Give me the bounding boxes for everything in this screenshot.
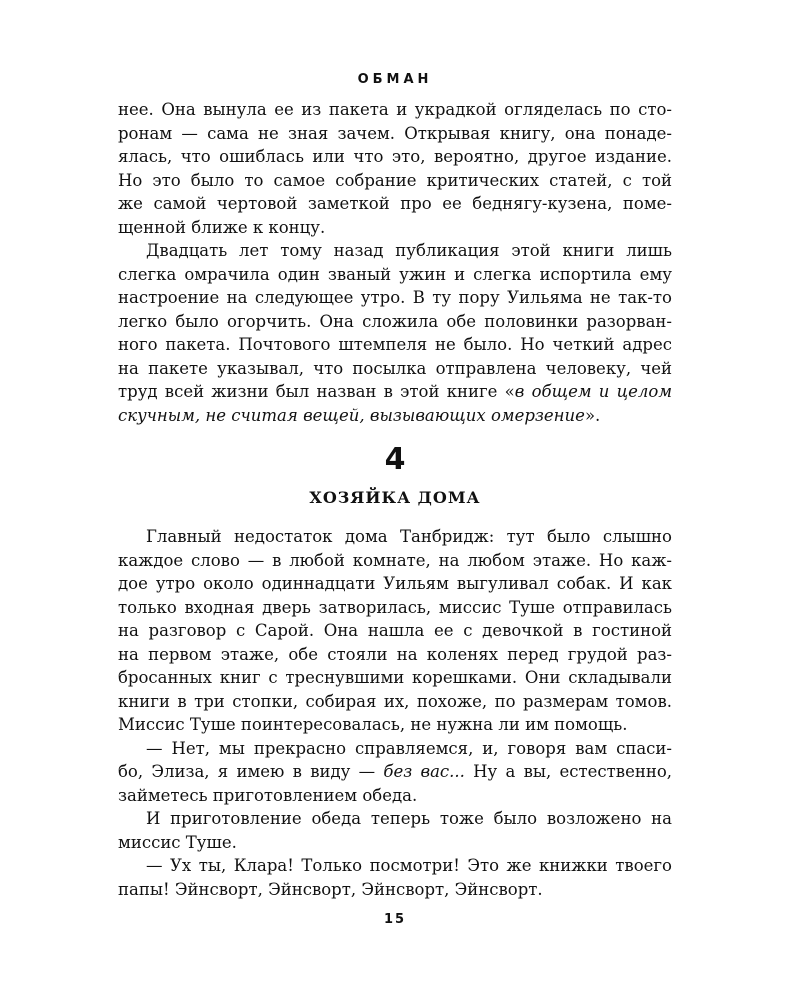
text-line: миссис Туше. — [118, 832, 237, 852]
text-line: И приготовление обеда теперь тоже было возложено на — [146, 809, 672, 828]
text-line: дое утро около одиннадцати Уильям выгуливал собак. И как — [118, 574, 672, 593]
paragraph — [118, 525, 672, 737]
text-line-mixed — [118, 404, 672, 428]
text-section-bottom — [118, 525, 672, 901]
paragraph — [118, 239, 672, 427]
text-line: Но это было то самое собрание критических статей, с той — [118, 170, 672, 190]
paragraph — [118, 737, 672, 808]
text-line: ного пакета. Почтового штемпеля не было. Но четкий адрес — [118, 335, 672, 354]
text-line: нее. Она вынула ее из пакета и украдкой огляделась по сто- — [118, 100, 672, 119]
text-line: на пакете указывал, что посылка отправлена человеку, чей — [118, 358, 672, 378]
book-page — [118, 0, 672, 1000]
chapter-number: 4 — [384, 442, 406, 477]
text-span: Ну а вы, естественно, — [464, 762, 673, 781]
text-line: легко было огорчить. Она сложила обе половинки разорван- — [118, 311, 672, 331]
text-line: займетесь приготовлением обеда. — [118, 785, 418, 805]
text-line: бросанных книг с треснувшими корешками. Они складывали — [118, 668, 672, 687]
text-line: Миссис Туше поинтересовалась, не нужна ли им помощь. — [118, 715, 628, 734]
text-span: бо, Элиза, я имею в виду — — [118, 762, 384, 781]
text-line: каждое слово — в любой комнате, на любом этаже. Но каж- — [118, 550, 672, 570]
page-number: 15 — [383, 912, 407, 927]
italic-span: скучным, не считая вещей, вызывающих омерзение — [118, 405, 585, 425]
text-line: книги в три стопки, собирая их, похоже, по размерам томов. — [118, 691, 672, 711]
text-span: труд всей жизни был назван в этой книге « — [118, 382, 515, 401]
paragraph — [118, 98, 672, 239]
text-span: ». — [584, 405, 601, 425]
text-line: — Нет, мы прекрасно справляемся, и, говоря вам спаси- — [146, 738, 672, 758]
text-line-mixed — [118, 380, 672, 404]
chapter-title: ХОЗЯЙКА ДОМА — [309, 488, 481, 507]
text-line: слегка омрачила один званый ужин и слегка испортила ему — [118, 264, 672, 284]
text-line-mixed — [118, 760, 672, 784]
text-line: Главный недостаток дома Танбридж: тут было слышно — [146, 527, 672, 546]
text-section-top — [118, 98, 672, 427]
italic-span: без вас... — [383, 762, 465, 781]
text-line: только входная дверь затворилась, миссис Туше отправилась — [118, 597, 672, 617]
running-head: ОБМАН — [357, 72, 433, 87]
text-line: щенной ближе к концу. — [118, 217, 326, 237]
text-line: Двадцать лет тому назад публикация этой книги лишь — [146, 241, 672, 260]
text-line: на разговор с Сарой. Она нашла ее с девочкой в гостиной — [118, 621, 672, 640]
text-line: ялась, что ошиблась или что это, вероятно, другое издание. — [118, 147, 672, 166]
italic-span: в общем и целом — [514, 382, 673, 401]
text-line: папы! Эйнсворт, Эйнсворт, Эйнсворт, Эйнсворт. — [118, 879, 543, 899]
text-line: ронам — сама не зная зачем. Открывая книгу, она понаде- — [118, 123, 672, 143]
text-line: — Ух ты, Клара! Только посмотри! Это же книжки твоего — [146, 856, 672, 875]
paragraph — [118, 854, 672, 901]
text-line: же самой чертовой заметкой про ее беднягу-кузена, поме- — [118, 194, 672, 213]
paragraph — [118, 807, 672, 854]
text-line: настроение на следующее утро. В ту пору Уильяма не так-то — [118, 288, 672, 307]
text-line: на первом этаже, обе стояли на коленях перед грудой раз- — [118, 644, 672, 664]
